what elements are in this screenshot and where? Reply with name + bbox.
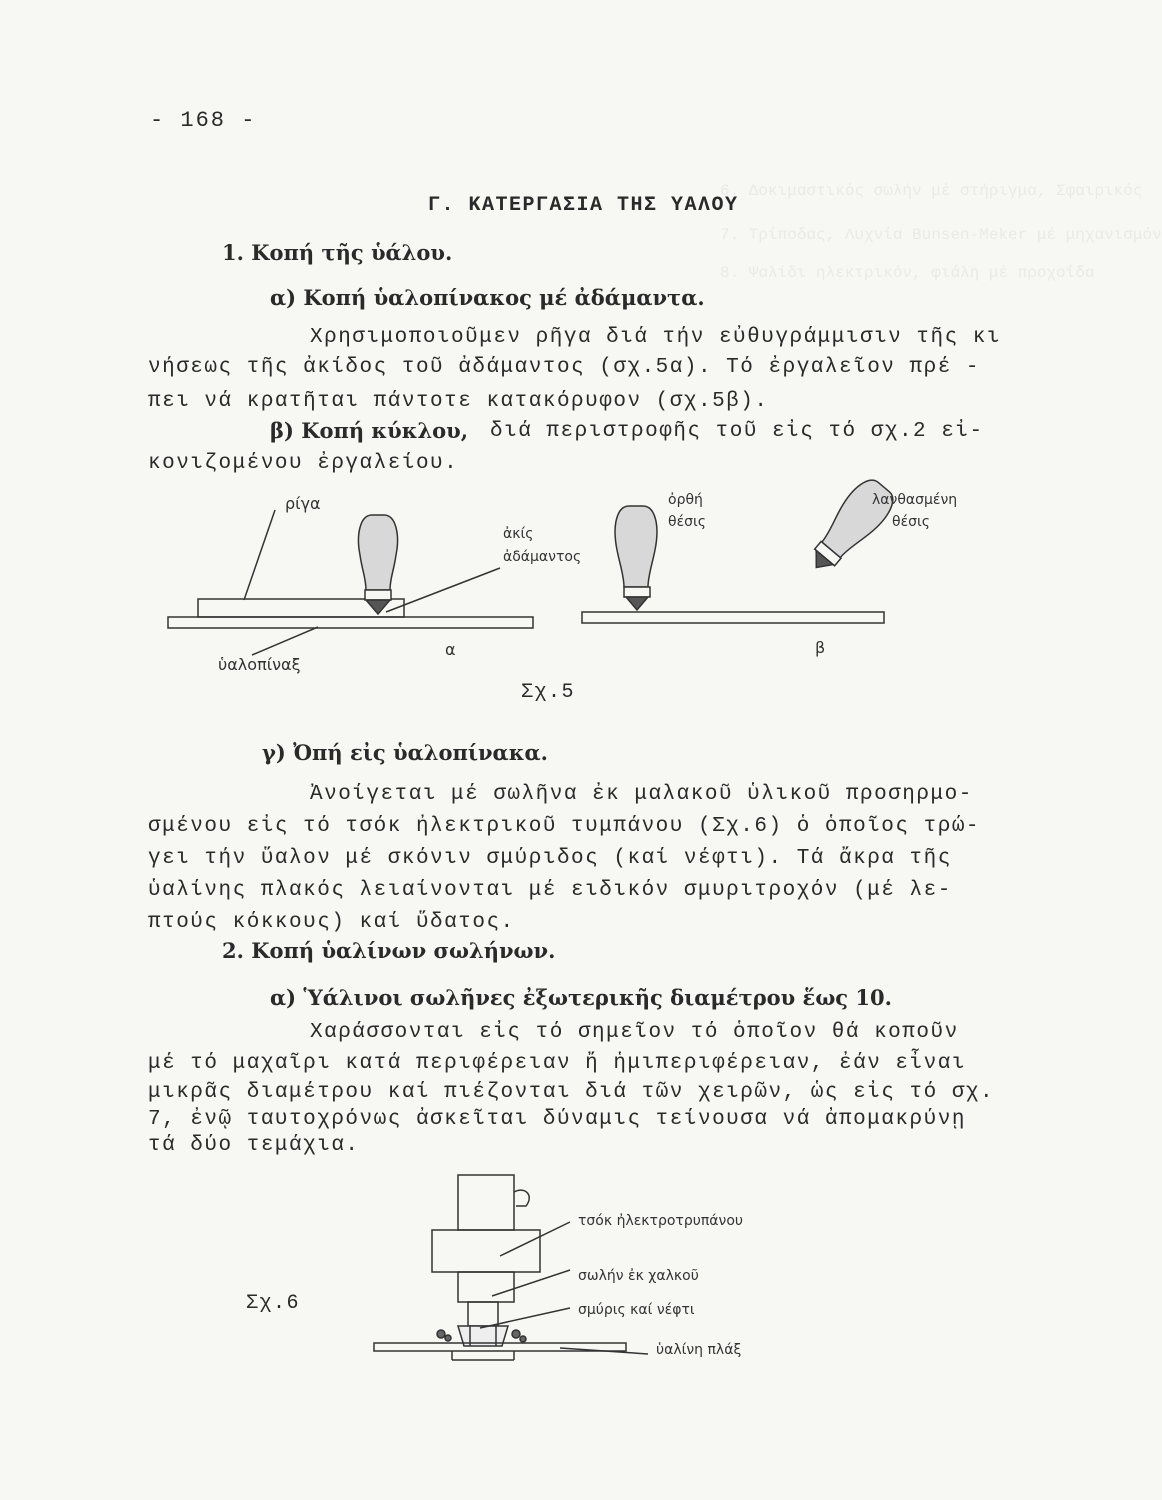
bleed-line: 7. Τρίποδας, Λυχνία Bunsen-Meker μέ μηχανισμόν (720, 226, 1162, 244)
paragraph-line: Χρησιμοποιοῦμεν ρῆγα διά τήν εὐθυγράμμισιν τῆς κι (310, 326, 1002, 349)
label-beta: β (815, 638, 826, 657)
section-1c-heading: γ) Ὀπή εἰς ὑαλοπίνακα. (262, 740, 548, 765)
label-tsok: τσόκ ἠλεκτροτρυπάνου (578, 1213, 743, 1229)
bleed-line: 6. Δοκιμαστικός σωλήν μέ στήριγμα, Σφαιρικός (720, 182, 1143, 200)
paragraph-line: Ἀνοίγεται μέ σωλῆνα ἐκ μαλακοῦ ὑλικοῦ προσηρμο- (310, 783, 973, 806)
paragraph-line: γει τήν ὕαλον μέ σκόνιν σμύριδος (καί νέφτι). Τά ἄκρα τῆς (148, 847, 952, 870)
section-1b-heading: β) Κοπή κύκλου, (270, 418, 469, 443)
paragraph-line: Χαράσσονται εἰς τό σημεῖον τό ὁποῖον θά κοποῦν (310, 1021, 959, 1044)
drill-chuck (432, 1230, 540, 1272)
paragraph-line: πει νά κρατῆται πάντοτε κατακόρυφον (σχ.5β). (148, 390, 769, 413)
label-thesis-1: θέσις (668, 514, 706, 530)
label-alpha: α (445, 640, 456, 659)
paragraph-line: νήσεως τῆς ἀκίδος τοῦ ἀδάμαντος (σχ.5α). Τό ἐργαλεῖον πρέ - (148, 356, 981, 379)
label-smyris: σμύρις καί νέφτι (578, 1302, 695, 1318)
section-2a-heading: α) Ὑάλινοι σωλῆνες ἐξωτερικῆς διαμέτρου ἕως 10. (270, 985, 892, 1010)
label-yalopinax: ὑαλοπίναξ (218, 655, 301, 674)
paragraph-line: ὑαλίνης πλακός λειαίνονται μέ ειδικόν σμυριτροχόν (μέ λε- (148, 879, 952, 902)
label-thesis-2: θέσις (892, 514, 930, 530)
figure-6-caption: Σχ.6 (246, 1292, 301, 1315)
chapter-title: Γ. ΚΑΤΕΡΓΑΣΙΑ ΤΗΣ ΥΑΛΟΥ (428, 194, 739, 217)
label-orthi: ὀρθή (668, 492, 703, 508)
label-lanthasmeni: λανθασμένη (872, 492, 958, 508)
paragraph-line: 7, ἐνῷ ταυτοχρόνως ἀσκεῖται δύναμις τείνουσα νά ἀπομακρύνῃ (148, 1108, 966, 1131)
paragraph-line: μικρᾶς διαμέτρου καί πιέζονται διά τῶν χειρῶν, ὡς εἰς τό σχ. (148, 1081, 995, 1104)
paragraph-line: πτούς κόκκους) καί ὕδατος. (148, 911, 515, 934)
label-plax: ὑαλίνη πλάξ (656, 1342, 742, 1358)
figure-5-caption: Σχ.5 (521, 681, 576, 704)
paragraph-line: κονιζομένου ἐργαλείου. (148, 452, 459, 475)
section-1-heading: 1. Κοπή τῆς ὑάλου. (222, 240, 453, 265)
paragraph-line: σμένου εἰς τό τσόκ ἠλεκτρικοῦ τυμπάνου (Σχ.6) ὁ ὁποῖος τρώ- (148, 815, 981, 838)
label-solin: σωλήν ἐκ χαλκοῦ (578, 1268, 699, 1284)
paragraph-line: διά περιστροφῆς τοῦ εἰς τό σχ.2 εἰ- (490, 420, 984, 443)
paragraph-line: μέ τό μαχαῖρι κατά περιφέρειαν ἤ ἡμιπεριφέρειαν, ἐάν εἶναι (148, 1052, 966, 1075)
label-riga: ρίγα (285, 494, 321, 513)
drill-spindle (458, 1175, 514, 1230)
bleed-line: 8. Ψαλίδι ηλεκτρικόν, φιάλη μέ προχοΐδα (720, 264, 1095, 282)
label-adamantos: ἀδάμαντος (503, 549, 582, 565)
label-akis: ἀκίς (503, 526, 534, 542)
section-1a-heading: α) Κοπή ὑαλοπίνακος μέ ἀδάμαντα. (270, 285, 705, 310)
copper-tube (468, 1302, 498, 1326)
page-number: - 168 - (150, 108, 257, 133)
paragraph-line: τά δύο τεμάχια. (148, 1134, 360, 1157)
section-2-heading: 2. Κοπή ὑαλίνων σωλήνων. (222, 938, 556, 963)
